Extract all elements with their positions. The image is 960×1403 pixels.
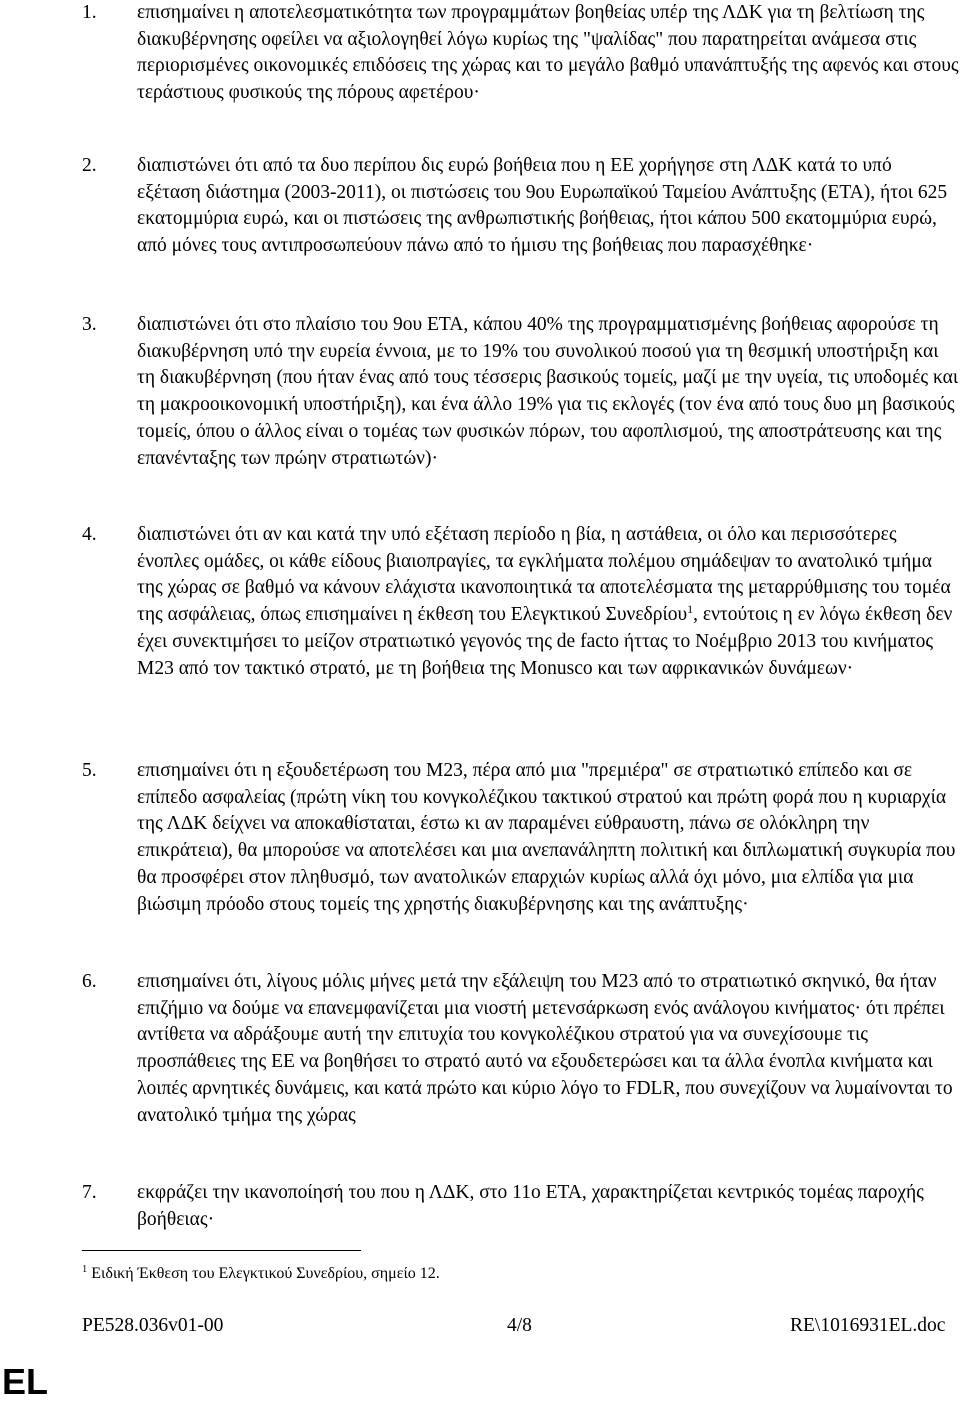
paragraph-text: διαπιστώνει ότι από τα δυο περίπου δις ευρώ βοήθεια που η ΕΕ χορήγησε στη ΛΔΚ κατά το υπό εξέταση διάστημα (2003-2011), οι πιστώσεις του 9ου Ευρωπαϊκού Ταμείου Ανάπτυξης (ΕΤΑ), ήτοι 625 εκατομμύρια ευρώ, και οι πιστώσεις της ανθρωπιστικής βοήθειας, ήτοι κάπου 500 εκατομμύρια ευρώ, από μόνες τους αντιπροσωπεύουν πάνω από το ήμισυ της βοήθειας που παρασχέθηκε· [137, 155, 948, 257]
paragraph-number: 2. [82, 155, 97, 176]
footnote-number: 1 [82, 1264, 88, 1275]
footer-file-ref: RE\1016931EL.doc [790, 1315, 946, 1336]
paragraph-number: 5. [82, 760, 97, 781]
footnote [82, 1264, 440, 1284]
paragraph-text-part: , εντούτοις η εν λόγω έκθεση δεν έχει συνεκτιμήσει το μείζον στρατιωτικό γεγονός της de facto ήττας το Νοέμβριο 2013 του κινήματος Μ23 από τον τακτικό στρατό, με τη βοήθεια της Monusco και των αφρικανικών δυνάμεων· [137, 604, 953, 679]
paragraph-text-part: διαπιστώνει ότι αν και κατά την υπό εξέταση περίοδο η βία, η αστάθεια, οι όλο και περισσότερες ένοπλες ομάδες, οι κάθε είδους βιαιοπραγίες, τα εγκλήματα πολέμου σημάδεψαν το ανατολικό τμήμα της χώρας σε βαθμό να κάνουν ελάχιστα ικανοποιητικά τα αποτελέσματα της μεταρρύθμισης του τομέα της ασφάλειας, όπως επισημαίνει η έκθεση του Ελεγκτικού Συνεδρίου [137, 524, 951, 626]
paragraph-text: επισημαίνει ότι η εξουδετέρωση του Μ23, πέρα από μια "πρεμιέρα" σε στρατιωτικό επίπεδο και σε επίπεδο ασφαλείας (πρώτη νίκη του κονγκολέζικου τακτικού στρατού και πρώτη φορά που η κυριαρχία της ΛΔΚ δείχνει να αποκαθίσταται, έστω κι αν παραμένει εύθραυστη, πάνω σε ολόκληρη την επικράτεια), θα μπορούσε να αποτελέσει και μια ανεπανάληπτη πολιτική και διπλωματική συγκυρία που θα προσφέρει στον πληθυσμό, των ανατολικών επαρχιών κυρίως αλλά όχι μόνο, μια ελπίδα για μια βιώσιμη πρόοδο στους τομείς της χρηστής διακυβέρνησης και της ανάπτυξης· [137, 760, 956, 915]
paragraph-number: 7. [82, 1182, 97, 1203]
paragraph-number: 1. [82, 2, 97, 23]
paragraph-text [137, 522, 959, 682]
footer-doc-ref: PE528.036v01-00 [82, 1315, 224, 1336]
paragraph-text: επισημαίνει η αποτελεσματικότητα των προγραμμάτων βοηθείας υπέρ της ΛΔΚ για τη βελτίωση της διακυβέρνησης οφείλει να αξιολογηθεί λόγω κυρίως της "ψαλίδας" που παρατηρείται ανάμεσα στις περιορισμένες οικονομικές επιδόσεις της χώρας και το μεγάλο βαθμό υπανάπτυξής της αφενός και στους τεράστιους φυσικούς της πόρους αφετέρου· [137, 2, 959, 104]
footnote-reference: 1 [687, 602, 694, 617]
footnote-text: Ειδική Έκθεση του Ελεγκτικού Συνεδρίου, σημείο 12. [91, 1265, 440, 1282]
paragraph-number: 6. [82, 971, 97, 992]
paragraph-number: 4. [82, 524, 97, 545]
paragraph-text: εκφράζει την ικανοποίησή του που η ΛΔΚ, στο 11ο ΕΤΑ, χαρακτηρίζεται κεντρικός τομέας παροχής βοήθειας· [137, 1182, 924, 1230]
language-code: EL [2, 1361, 49, 1402]
paragraph-text: επισημαίνει ότι, λίγους μόλις μήνες μετά την εξάλειψη του Μ23 από το στρατιωτικό σκηνικό, θα ήταν επιζήμιο να δούμε να επανεμφανίζεται μια νιοστή μετενσάρκωση ενός ανάλογου κινήματος· ότι πρέπει αντίθετα να αδράξουμε αυτή την επιτυχία του κονγκολέζικου στρατού για να συνεχίσουμε τις προσπάθειες της ΕΕ να βοηθήσει το στρατό αυτό να εξουδετερώσει και τα άλλα ένοπλα κινήματα και λοιπές αρνητικές δυνάμεις, και κατά πρώτο και κύριο λόγο το FDLR, που συνεχίζουν να λυμαίνονται το ανατολικό τμήμα της χώρας [137, 971, 953, 1126]
paragraph-text: διαπιστώνει ότι στο πλαίσιο του 9ου ΕΤΑ, κάπου 40% της προγραμματισμένης βοήθειας αφορούσε τη διακυβέρνηση υπό την ευρεία έννοια, με το 19% του συνολικού ποσού για τη θεσμική υποστήριξη και τη διακυβέρνηση (που ήταν ένας από τους τέσσερις βασικούς τομείς, μαζί με την υγεία, τις υποδομές και τη μακροοικονομική υποστήριξη), και ένα άλλο 19% για τις εκλογές (τον ένα από τους δυο μη βασικούς τομείς, όπου ο άλλος είναι ο τομέας των φυσικών πόρων, του αφοπλισμού, της αποστράτευσης και της επανένταξης των πρώην στρατιωτών)· [137, 314, 959, 469]
footer-page-number: 4/8 [507, 1315, 532, 1336]
paragraph-number: 3. [82, 314, 97, 335]
footnote-separator [82, 1250, 361, 1251]
